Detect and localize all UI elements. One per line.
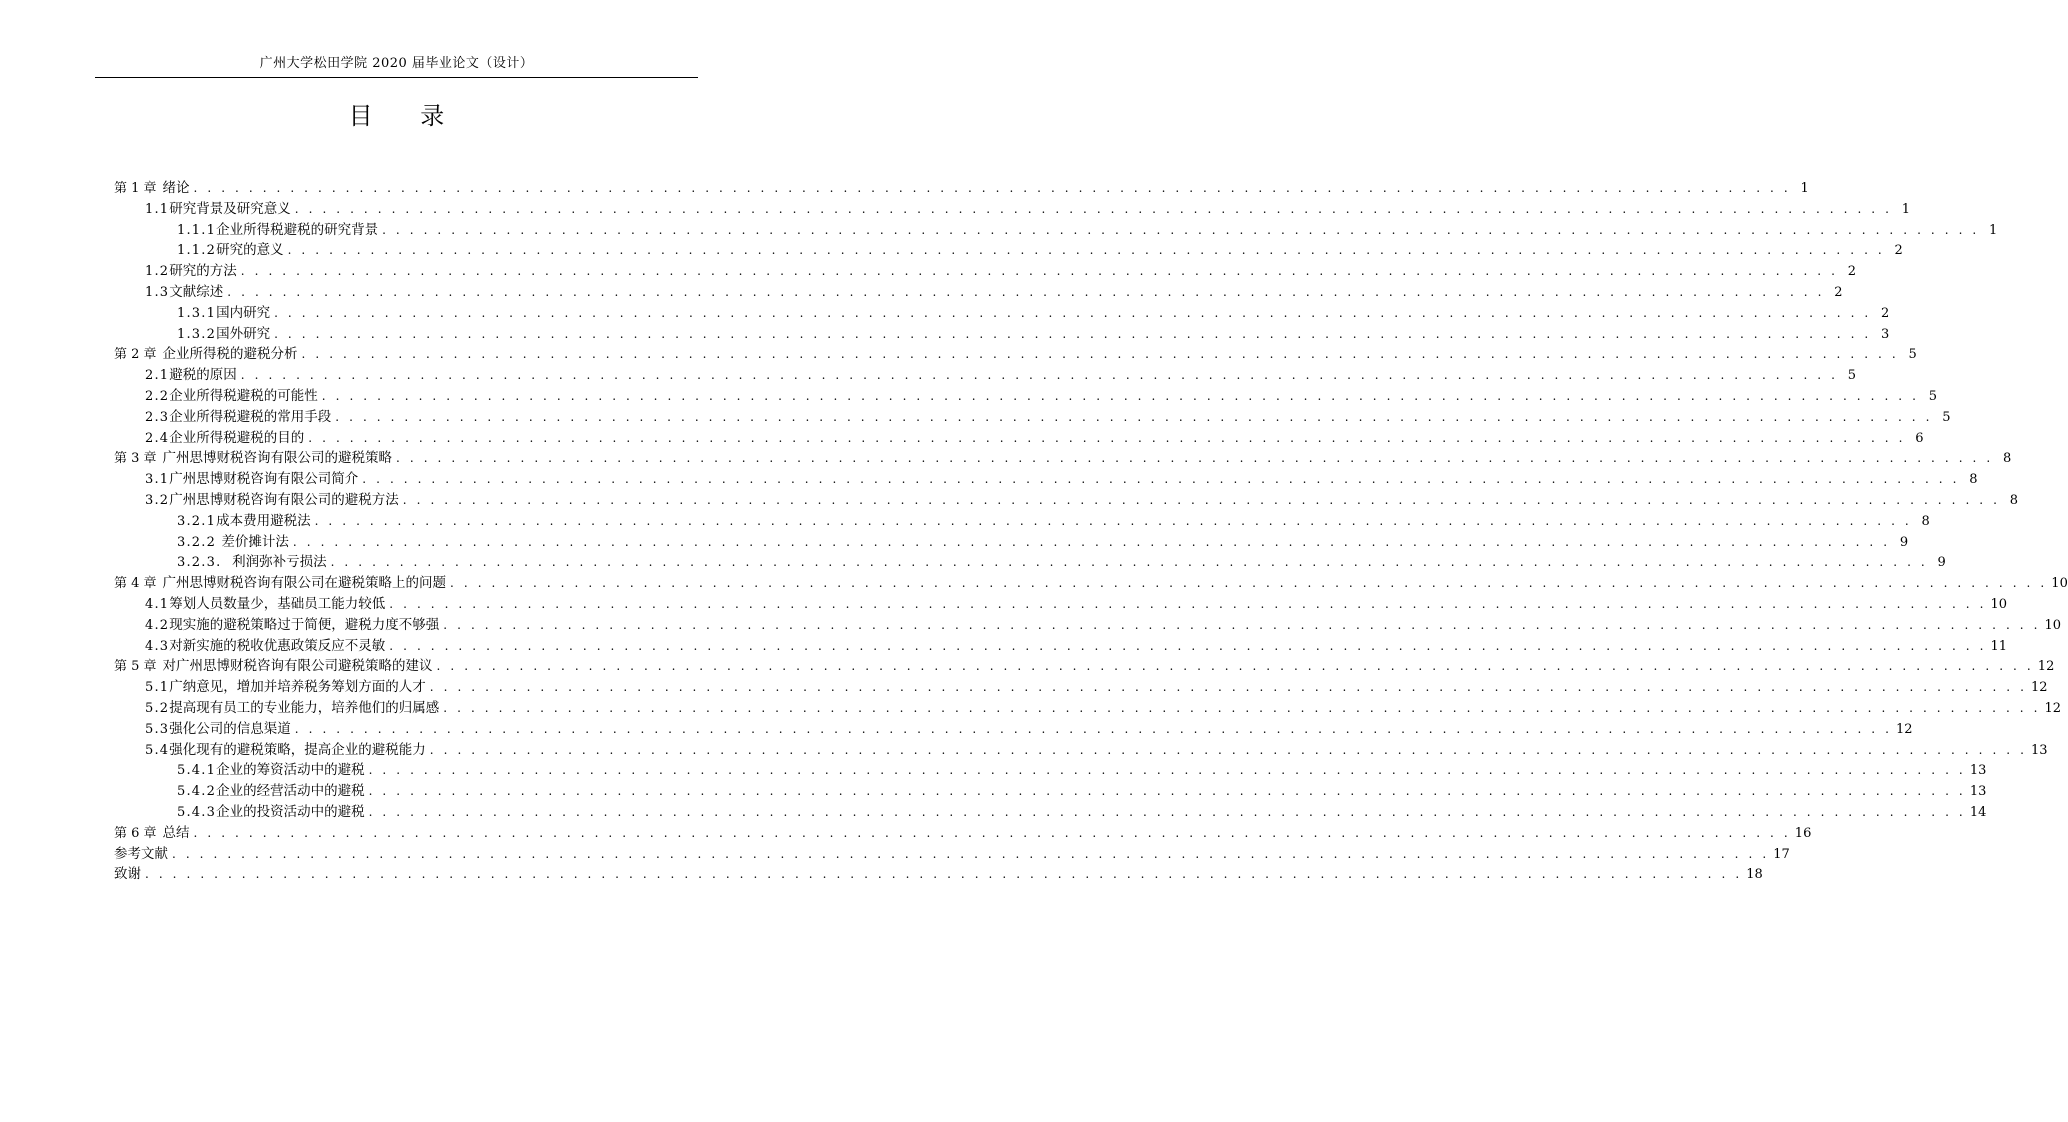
toc-entry-ch5[interactable] [114, 656, 2055, 677]
toc-entry-number: 1.1.2 [177, 243, 217, 259]
toc-entry-number: 3.2.2 [177, 534, 222, 550]
toc-entry-2-1[interactable] [114, 365, 1857, 386]
toc-entry-page: 5 [1847, 368, 1857, 384]
toc-entry-number: 4.3 [145, 638, 170, 654]
toc-entry-title: 广州思博财税咨询有限公司简介 [169, 471, 359, 488]
toc-entry-page: 8 [2003, 451, 2012, 467]
page-header: 广州大学松田学院 2020 届毕业论文（设计） [259, 56, 534, 71]
toc-entry-page: 2 [1894, 243, 1903, 259]
toc-entry-number: 5.4.1 [177, 763, 217, 779]
toc-dot-leader: . . . . . . . . . . . . . . . . . . . . . . . . . . . . . . . . . . . . . . . . . . . . . . . . . . . . . . . . . . . . . . . . . . . . . . . . . . . . . . . . . . . . . . . . . . . . . . . . . . . . . . . . . . . . . . . . . . . . [308, 430, 1906, 445]
table-of-contents [114, 178, 2068, 885]
toc-dot-leader: . . . . . . . . . . . . . . . . . . . . . . . . . . . . . . . . . . . . . . . . . . . . . . . . . . . . . . . . . . . . . . . . . . . . . . . . . . . . . . . . . . . . . . . . . . . . . . . . . . . . . . . . . . . . . . . . . . . . [301, 347, 1899, 362]
toc-entry-page: 2 [1834, 284, 1843, 300]
toc-entry-page: 5 [1908, 347, 1917, 363]
toc-entry-5-3[interactable] [114, 719, 1913, 740]
toc-dot-leader: . . . . . . . . . . . . . . . . . . . . . . . . . . . . . . . . . . . . . . . . . . . . . . . . . . . . . . . . . . . . . . . . . . . . . . . . . . . . . . . . . . . . . . . . . . . . . . . . . . . . . . . . . . . . . . . . . . . . [292, 534, 1891, 549]
toc-entry-page: 12 [1896, 721, 1913, 737]
toc-entry-page: 8 [1969, 472, 1978, 488]
toc-dot-leader: . . . . . . . . . . . . . . . . . . . . . . . . . . . . . . . . . . . . . . . . . . . . . . . . . . . . . . . . . . . . . . . . . . . . . . . . . . . . . . . . . . . . . . . . . . . . . . . . . . . . . . . . . . . . . . . . . . . . [362, 472, 1960, 487]
toc-entry-ch1[interactable] [114, 178, 1809, 199]
toc-entry-2-3[interactable] [114, 407, 1951, 428]
toc-entry-1-2[interactable] [114, 261, 1857, 282]
toc-entry-number: 3.2.1 [177, 513, 217, 529]
toc-title: 目 录 [348, 102, 465, 130]
toc-dot-leader: . . . . . . . . . . . . . . . . . . . . . . . . . . . . . . . . . . . . . . . . . . . . . . . . . . . . . . . . . . . . . . . . . . . . . . . . . . . . . . . . . . . . . . . . . . . . . . . . . . . . . . . . . . . . . . . . . . . . [321, 388, 1920, 403]
toc-entry-title: 避税的原因 [169, 367, 237, 384]
toc-entry-5-4-1[interactable] [114, 760, 1987, 781]
toc-entry-number: 第 6 章 [114, 825, 157, 841]
toc-dot-leader: . . . . . . . . . . . . . . . . . . . . . . . . . . . . . . . . . . . . . . . . . . . . . . . . . . . . . . . . . . . . . . . . . . . . . . . . . . . . . . . . . . . . . . . . . . . . . . . . . . . . . . . . . . . . . . . . . . . . [314, 513, 1912, 528]
header-rule [95, 77, 698, 78]
toc-entry-page: 8 [1921, 513, 1930, 529]
toc-entry-5-4[interactable] [114, 740, 2048, 761]
toc-entry-4-2[interactable] [114, 615, 2062, 636]
toc-entry-title: 广州思博财税咨询有限公司的避税策略 [162, 450, 393, 467]
toc-entry-ch2[interactable] [114, 344, 1917, 365]
toc-entry-number: 5.4.3 [177, 804, 217, 820]
toc-dot-leader: . . . . . . . . . . . . . . . . . . . . . . . . . . . . . . . . . . . . . . . . . . . . . . . . . . . . . . . . . . . . . . . . . . . . . . . . . . . . . . . . . . . . . . . . . . . . . . . . . . . . . . . . . . . . . . . . . . . . [335, 409, 1933, 424]
toc-entry-ch4[interactable] [114, 573, 2068, 594]
toc-dot-leader: . . . . . . . . . . . . . . . . . . . . . . . . . . . . . . . . . . . . . . . . . . . . . . . . . . . . . . . . . . . . . . . . . . . . . . . . . . . . . . . . . . . . . . . . . . . . . . . . . . . . . . . . . . . . . . . . . . . . [368, 763, 1966, 778]
toc-entry-3-2-2[interactable] [114, 532, 1909, 553]
toc-dot-leader: . . . . . . . . . . . . . . . . . . . . . . . . . . . . . . . . . . . . . . . . . . . . . . . . . . . . . . . . . . . . . . . . . . . . . . . . . . . . . . . . . . . . . . . . . . . . . . . . . . . . . . . . . . . . . . . . . . . . [443, 617, 2041, 632]
toc-entry-number: 1.3 [145, 284, 170, 300]
toc-dot-leader: . . . . . . . . . . . . . . . . . . . . . . . . . . . . . . . . . . . . . . . . . . . . . . . . . . . . . . . . . . . . . . . . . . . . . . . . . . . . . . . . . . . . . . . . . . . . . . . . . . . . . . . . . . . . . . . . . . . . [396, 451, 1994, 466]
toc-entry-title: 总结 [162, 824, 190, 841]
toc-entry-3-2-3[interactable] [114, 552, 1946, 573]
toc-entry-number: 3.1 [145, 472, 170, 488]
toc-entry-number: 4.1 [145, 596, 170, 612]
toc-entry-title: 参考文献 [114, 845, 168, 862]
toc-entry-page: 5 [1928, 388, 1938, 404]
toc-dot-leader: . . . . . . . . . . . . . . . . . . . . . . . . . . . . . . . . . . . . . . . . . . . . . . . . . . . . . . . . . . . . . . . . . . . . . . . . . . . . . . . . . . . . . . . . . . . . . . . . . . . . . . . . . . . . . . . . . . . . [368, 784, 1966, 799]
toc-dot-leader: . . . . . . . . . . . . . . . . . . . . . . . . . . . . . . . . . . . . . . . . . . . . . . . . . . . . . . . . . . . . . . . . . . . . . . . . . . . . . . . . . . . . . . . . . . . . . . . . . . . . . . . . . . . . . . . . . . . . [193, 825, 1791, 840]
toc-entry-title: 国外研究 [216, 325, 271, 342]
toc-entry-title: 企业所得税避税的可能性 [169, 387, 318, 404]
toc-entry-number: 2.1 [145, 368, 170, 384]
toc-entry-2-4[interactable] [114, 428, 1924, 449]
toc-entry-number: 5.4.2 [177, 784, 217, 800]
toc-entry-title: 研究的方法 [169, 263, 237, 280]
toc-entry-title: 现实施的避税策略过于简便，避税力度不够强 [169, 616, 440, 633]
toc-entry-title: 企业的投资活动中的避税 [216, 803, 365, 820]
toc-entry-4-3[interactable] [114, 636, 2008, 657]
toc-entry-title: 强化公司的信息渠道 [169, 720, 291, 737]
toc-entry-2-2[interactable] [114, 386, 1938, 407]
toc-entry-number: 第 4 章 [114, 576, 157, 592]
toc-dot-leader: . . . . . . . . . . . . . . . . . . . . . . . . . . . . . . . . . . . . . . . . . . . . . . . . . . . . . . . . . . . . . . . . . . . . . . . . . . . . . . . . . . . . . . . . . . . . . . . . . . . . . . . . . . . . . . . . . . . . [274, 305, 1872, 320]
toc-dot-leader: . . . . . . . . . . . . . . . . . . . . . . . . . . . . . . . . . . . . . . . . . . . . . . . . . . . . . . . . . . . . . . . . . . . . . . . . . . . . . . . . . . . . . . . . . . . . . . . . . . . . . . . . . . . . . . . . . . . . [274, 326, 1872, 341]
toc-entry-page: 10 [2044, 617, 2062, 633]
toc-entry-number: 2.2 [145, 388, 170, 404]
toc-entry-page: 12 [2044, 700, 2062, 716]
toc-dot-leader: . . . . . . . . . . . . . . . . . . . . . . . . . . . . . . . . . . . . . . . . . . . . . . . . . . . . . . . . . . . . . . . . . . . . . . . . . . . . . . . . . . . . . . . . . . . . . . . . . . . . . . . . . . . . . . . . . . . . [402, 492, 2001, 507]
toc-entry-page: 17 [1773, 846, 1790, 862]
toc-dot-leader: . . . . . . . . . . . . . . . . . . . . . . . . . . . . . . . . . . . . . . . . . . . . . . . . . . . . . . . . . . . . . . . . . . . . . . . . . . . . . . . . . . . . . . . . . . . . . . . . . . . . . . . . . . . . . . . . . . . . [294, 201, 1893, 216]
toc-entry-number: 5.1 [145, 680, 170, 696]
toc-entry-title: 成本费用避税法 [216, 512, 311, 529]
toc-entry-number: 1.2 [145, 264, 170, 280]
toc-entry-1-3[interactable] [114, 282, 1843, 303]
toc-entry-number: 2.4 [145, 430, 170, 446]
toc-entry-page: 12 [2037, 659, 2055, 675]
toc-dot-leader: . . . . . . . . . . . . . . . . . . . . . . . . . . . . . . . . . . . . . . . . . . . . . . . . . . . . . . . . . . . . . . . . . . . . . . . . . . . . . . . . . . . . . . . . . . . . . . . . . . . . . . . . . . . . . . . . . . . . [240, 264, 1839, 279]
toc-entry-3-2-1[interactable] [114, 511, 1930, 532]
toc-entry-4-1[interactable] [114, 594, 2008, 615]
toc-entry-1-3-1[interactable] [114, 303, 1890, 324]
toc-entry-number: 1.1.1 [177, 222, 217, 238]
toc-entry-title: 对广州思博财税咨询有限公司避税策略的建议 [162, 658, 433, 675]
toc-entry-page: 9 [1899, 534, 1909, 550]
toc-entry-page: 18 [1746, 867, 1763, 883]
toc-entry-page: 1 [1989, 222, 1998, 238]
toc-dot-leader: . . . . . . . . . . . . . . . . . . . . . . . . . . . . . . . . . . . . . . . . . . . . . . . . . . . . . . . . . . . . . . . . . . . . . . . . . . . . . . . . . . . . . . . . . . . . . . . . . . . . . . . . . . . . . . . . . . . . [294, 721, 1893, 736]
toc-entry-page: 12 [2031, 680, 2048, 696]
toc-entry-title: 绪论 [162, 180, 190, 196]
toc-entry-page: 10 [1990, 596, 2008, 612]
toc-entry-title: 广州思博财税咨询有限公司的避税方法 [169, 491, 399, 508]
toc-entry-title: 差价摊计法 [221, 533, 289, 550]
toc-entry-title: 筹划人员数量少，基础员工能力较低 [169, 595, 386, 612]
toc-entry-title: 企业所得税避税的目的 [169, 429, 305, 446]
toc-dot-leader: . . . . . . . . . . . . . . . . . . . . . . . . . . . . . . . . . . . . . . . . . . . . . . . . . . . . . . . . . . . . . . . . . . . . . . . . . . . . . . . . . . . . . . . . . . . . . . . . . . . . . . . . . . . . . . . . . . . . [443, 700, 2041, 715]
toc-dot-leader: . . . . . . . . . . . . . . . . . . . . . . . . . . . . . . . . . . . . . . . . . . . . . . . . . . . . . . . . . . . . . . . . . . . . . . . . . . . . . . . . . . . . . . . . . . . . . . . . . . . . . . . . . . . . . . . . . . . . [436, 659, 2034, 674]
toc-entry-title: 提高现有员工的专业能力，培养他们的归属感 [169, 699, 440, 716]
toc-entry-page: 6 [1915, 430, 1924, 446]
toc-entry-acknowledgements[interactable] [114, 864, 1763, 885]
toc-entry-number: 第 1 章 [114, 181, 157, 196]
toc-entry-3-1[interactable] [114, 469, 1978, 490]
toc-entry-number: 1.3.1 [177, 305, 217, 321]
toc-entry-1-1[interactable] [114, 199, 1911, 220]
toc-dot-leader: . . . . . . . . . . . . . . . . . . . . . . . . . . . . . . . . . . . . . . . . . . . . . . . . . . . . . . . . . . . . . . . . . . . . . . . . . . . . . . . . . . . . . . . . . . . . . . . . . . . . . . . . . . . . . . . . . . . . [429, 742, 2028, 757]
toc-dot-leader: . . . . . . . . . . . . . . . . . . . . . . . . . . . . . . . . . . . . . . . . . . . . . . . . . . . . . . . . . . . . . . . . . . . . . . . . . . . . . . . . . . . . . . . . . . . . . . . . . . . . . . . . . . . . . . . . . . . . [287, 243, 1885, 258]
toc-entry-number: 2.3 [145, 409, 170, 425]
toc-entry-1-3-2[interactable] [114, 324, 1890, 345]
toc-entry-number: 1.3.2 [177, 326, 217, 342]
toc-entry-title: 企业的经营活动中的避税 [216, 783, 365, 800]
toc-entry-title: 国内研究 [216, 304, 271, 321]
toc-entry-title: 企业所得税的避税分析 [162, 346, 298, 363]
toc-entry-title: 企业所得税避税的研究背景 [216, 221, 379, 238]
toc-entry-page: 3 [1881, 326, 1890, 342]
toc-entry-5-4-3[interactable] [114, 802, 1987, 823]
toc-entry-title: 强化现有的避税策略，提高企业的避税能力 [169, 741, 426, 758]
toc-entry-number: 1.1 [145, 201, 170, 217]
toc-entry-page: 11 [1990, 638, 2008, 654]
toc-entry-page: 2 [1881, 305, 1890, 321]
toc-entry-page: 1 [1800, 181, 1809, 196]
toc-entry-3-2[interactable] [114, 490, 2019, 511]
toc-entry-page: 16 [1794, 825, 1812, 841]
toc-entry-1-1-1[interactable] [114, 220, 1998, 241]
toc-entry-number: 3.2.3. [177, 555, 233, 571]
toc-dot-leader: . . . . . . . . . . . . . . . . . . . . . . . . . . . . . . . . . . . . . . . . . . . . . . . . . . . . . . . . . . . . . . . . . . . . . . . . . . . . . . . . . . . . . . . . . . . . . . . . . . . . . . . . . . . . . . . . . . . . [382, 222, 1980, 237]
toc-entry-title: 文献综述 [169, 283, 224, 300]
toc-entry-number: 第 3 章 [114, 451, 157, 467]
toc-dot-leader: . . . . . . . . . . . . . . . . . . . . . . . . . . . . . . . . . . . . . . . . . . . . . . . . . . . . . . . . . . . . . . . . . . . . . . . . . . . . . . . . . . . . . . . . . . . . . . . . . . . . . . . . . . . . . . . . . . . . [227, 284, 1825, 299]
toc-dot-leader: . . . . . . . . . . . . . . . . . . . . . . . . . . . . . . . . . . . . . . . . . . . . . . . . . . . . . . . . . . . . . . . . . . . . . . . . . . . . . . . . . . . . . . . . . . . . . . . . . . . . . . . . . . . . . . . . . . . . [193, 181, 1791, 195]
toc-entry-page: 1 [1901, 201, 1911, 217]
toc-entry-title: 广纳意见，增加并培养税务筹划方面的人才 [169, 679, 426, 696]
toc-dot-leader: . . . . . . . . . . . . . . . . . . . . . . . . . . . . . . . . . . . . . . . . . . . . . . . . . . . . . . . . . . . . . . . . . . . . . . . . . . . . . . . . . . . . . . . . . . . . . . . . . . . . . . . . . . . . . . . . . . . . [389, 638, 1987, 653]
toc-entry-ch6[interactable] [114, 823, 1812, 844]
toc-entry-number: 5.4 [145, 742, 170, 758]
toc-entry-ch3[interactable] [114, 448, 2012, 469]
toc-entry-page: 13 [1969, 784, 1987, 800]
toc-entry-title: 致谢 [114, 866, 141, 883]
toc-entry-title: 研究背景及研究意义 [169, 200, 291, 217]
toc-entry-5-1[interactable] [114, 677, 2048, 698]
toc-entry-references[interactable] [114, 844, 1790, 865]
toc-entry-title: 利润弥补亏损法 [232, 554, 327, 571]
toc-entry-5-4-2[interactable] [114, 781, 1987, 802]
toc-dot-leader: . . . . . . . . . . . . . . . . . . . . . . . . . . . . . . . . . . . . . . . . . . . . . . . . . . . . . . . . . . . . . . . . . . . . . . . . . . . . . . . . . . . . . . . . . . . . . . . . . . . . . . . . . . . . . . . . . . . . [145, 867, 1743, 882]
toc-entry-number: 5.2 [145, 700, 170, 716]
toc-entry-number: 5.3 [145, 721, 170, 737]
toc-entry-page: 8 [2009, 492, 2019, 508]
toc-entry-page: 14 [1969, 804, 1987, 820]
toc-entry-number: 第 5 章 [114, 659, 157, 675]
toc-dot-leader: . . . . . . . . . . . . . . . . . . . . . . . . . . . . . . . . . . . . . . . . . . . . . . . . . . . . . . . . . . . . . . . . . . . . . . . . . . . . . . . . . . . . . . . . . . . . . . . . . . . . . . . . . . . . . . . . . . . . [389, 596, 1987, 611]
toc-dot-leader: . . . . . . . . . . . . . . . . . . . . . . . . . . . . . . . . . . . . . . . . . . . . . . . . . . . . . . . . . . . . . . . . . . . . . . . . . . . . . . . . . . . . . . . . . . . . . . . . . . . . . . . . . . . . . . . . . . . . [450, 576, 2048, 591]
toc-dot-leader: . . . . . . . . . . . . . . . . . . . . . . . . . . . . . . . . . . . . . . . . . . . . . . . . . . . . . . . . . . . . . . . . . . . . . . . . . . . . . . . . . . . . . . . . . . . . . . . . . . . . . . . . . . . . . . . . . . . . [368, 804, 1966, 819]
toc-entry-title: 企业的筹资活动中的避税 [216, 762, 365, 779]
toc-entry-number: 4.2 [145, 617, 170, 633]
toc-entry-page: 5 [1942, 409, 1951, 425]
toc-entry-page: 10 [2051, 576, 2068, 592]
toc-dot-leader: . . . . . . . . . . . . . . . . . . . . . . . . . . . . . . . . . . . . . . . . . . . . . . . . . . . . . . . . . . . . . . . . . . . . . . . . . . . . . . . . . . . . . . . . . . . . . . . . . . . . . . . . . . . . . . . . . . . . [240, 368, 1839, 383]
toc-entry-1-1-2[interactable] [114, 240, 1903, 261]
toc-entry-page: 13 [2031, 742, 2048, 758]
toc-entry-number: 3.2 [145, 492, 170, 508]
toc-entry-page: 13 [1969, 763, 1987, 779]
toc-entry-title: 广州思博财税咨询有限公司在避税策略上的问题 [162, 575, 447, 592]
toc-entry-page: 2 [1847, 264, 1857, 280]
toc-entry-number: 第 2 章 [114, 347, 157, 363]
toc-entry-page: 9 [1937, 555, 1946, 571]
toc-dot-leader: . . . . . . . . . . . . . . . . . . . . . . . . . . . . . . . . . . . . . . . . . . . . . . . . . . . . . . . . . . . . . . . . . . . . . . . . . . . . . . . . . . . . . . . . . . . . . . . . . . . . . . . . . . . . . . . . . . . . [330, 555, 1928, 570]
toc-dot-leader: . . . . . . . . . . . . . . . . . . . . . . . . . . . . . . . . . . . . . . . . . . . . . . . . . . . . . . . . . . . . . . . . . . . . . . . . . . . . . . . . . . . . . . . . . . . . . . . . . . . . . . . . . . . . . . . . . . . . [172, 846, 1770, 861]
toc-dot-leader: . . . . . . . . . . . . . . . . . . . . . . . . . . . . . . . . . . . . . . . . . . . . . . . . . . . . . . . . . . . . . . . . . . . . . . . . . . . . . . . . . . . . . . . . . . . . . . . . . . . . . . . . . . . . . . . . . . . . [429, 680, 2028, 695]
toc-entry-title: 企业所得税避税的常用手段 [169, 408, 332, 425]
toc-entry-title: 对新实施的税收优惠政策反应不灵敏 [169, 637, 386, 654]
toc-entry-title: 研究的意义 [216, 242, 284, 259]
toc-entry-5-2[interactable] [114, 698, 2062, 719]
